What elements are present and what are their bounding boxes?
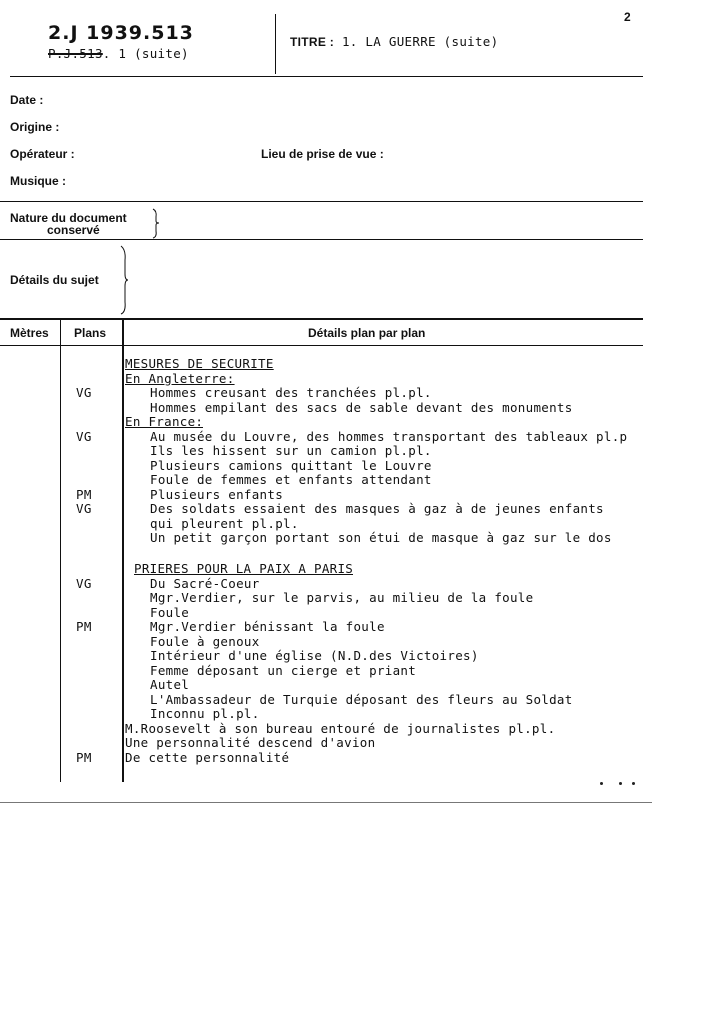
plan-cell: PM <box>76 619 92 634</box>
mark-dot <box>600 782 603 785</box>
shot-description: Plusieurs camions quittant le Louvre <box>150 457 432 473</box>
shot-description: Inconnu pl.pl. <box>150 706 260 721</box>
header-metres: Mètres <box>10 326 49 340</box>
handwritten-reference: 2.J 1939.513 <box>48 22 194 44</box>
lieu-label: Lieu de prise de vue : <box>261 147 384 161</box>
section-heading: PRIERES POUR LA PAIX A PARIS <box>134 561 354 576</box>
shot-description: L'Ambassadeur de Turquie déposant des fleurs au Soldat <box>150 691 573 707</box>
mark-dot <box>632 782 635 785</box>
shot-description: Autel <box>150 677 190 692</box>
plan-cell: VG <box>76 385 92 400</box>
title-label: TITRE : <box>290 35 335 49</box>
section-heading: En Angleterre: <box>125 370 235 386</box>
shot-description: Mgr.Verdier, sur le parvis, au milieu de la foule <box>150 590 534 605</box>
shot-description: Foule de femmes et enfants attendant <box>150 472 432 487</box>
details-sujet-label: Détails du sujet <box>10 273 99 287</box>
details-brace <box>116 244 130 316</box>
table-top-rule <box>0 318 643 320</box>
header-divider <box>275 14 276 74</box>
nature-label-2: conservé <box>47 223 100 237</box>
shot-description: Ils les hissent sur un camion pl.pl. <box>150 443 432 458</box>
nature-top-rule <box>0 201 643 202</box>
date-label: Date : <box>10 93 44 107</box>
header-details: Détails plan par plan <box>308 326 426 340</box>
header-rule <box>10 76 643 77</box>
shot-description: Femme déposant un cierge et priant <box>150 662 417 678</box>
shot-description: Un petit garçon portant son étui de masque à gaz sur le dos <box>150 530 612 545</box>
nature-label: Nature du document <box>10 211 127 225</box>
reference-suffix: . 1 (suite) <box>102 46 189 61</box>
shot-description: Au musée du Louvre, des hommes transportant des tableaux pl.p <box>150 428 628 444</box>
section-heading: En France: <box>125 414 204 429</box>
nature-bottom-rule <box>0 239 643 240</box>
page-number: 2 <box>624 10 631 24</box>
section-heading: MESURES DE SECURITE <box>125 356 274 371</box>
reference-line <box>48 46 189 61</box>
shot-description: Plusieurs enfants <box>150 486 284 502</box>
shot-description: Foule <box>150 604 190 620</box>
shot-description: Mgr.Verdier bénissant la foule <box>150 619 385 634</box>
shot-description: Hommes creusant des tranchées pl.pl. <box>150 385 432 400</box>
operateur-label: Opérateur : <box>10 147 75 161</box>
plan-cell: VG <box>76 575 92 591</box>
shot-description: M.Roosevelt à son bureau entouré de journalistes pl.pl. <box>125 720 556 736</box>
column-divider-plans <box>122 320 124 782</box>
title-line <box>290 34 498 49</box>
header-plans: Plans <box>74 326 107 340</box>
shot-description: Des soldats essaient des masques à gaz à de jeunes enfants <box>150 501 604 516</box>
shot-description: Foule à genoux <box>150 633 260 649</box>
table-header-rule <box>0 345 643 346</box>
page-bottom-edge <box>0 802 652 803</box>
shot-description: De cette personnalité <box>125 749 290 765</box>
plan-cell: PM <box>76 486 92 502</box>
plan-cell: PM <box>76 749 92 765</box>
shot-description: Intérieur d'une église (N.D.des Victoires) <box>150 648 479 663</box>
mark-dot <box>619 782 622 785</box>
nature-brace <box>150 207 162 239</box>
column-divider-metres <box>60 320 61 782</box>
title-value: 1. LA GUERRE (suite) <box>341 34 499 49</box>
struck-reference: P.J.513 <box>48 46 103 61</box>
shot-description: qui pleurent pl.pl. <box>150 515 299 531</box>
origine-label: Origine : <box>10 120 60 134</box>
musique-label: Musique : <box>10 174 66 188</box>
plan-cell: VG <box>76 501 92 516</box>
shot-description: Une personnalité descend d'avion <box>125 735 376 750</box>
shot-description: Du Sacré-Coeur <box>150 575 260 591</box>
plan-cell: VG <box>76 428 92 444</box>
shot-description: Hommes empilant des sacs de sable devant des monuments <box>150 399 573 415</box>
